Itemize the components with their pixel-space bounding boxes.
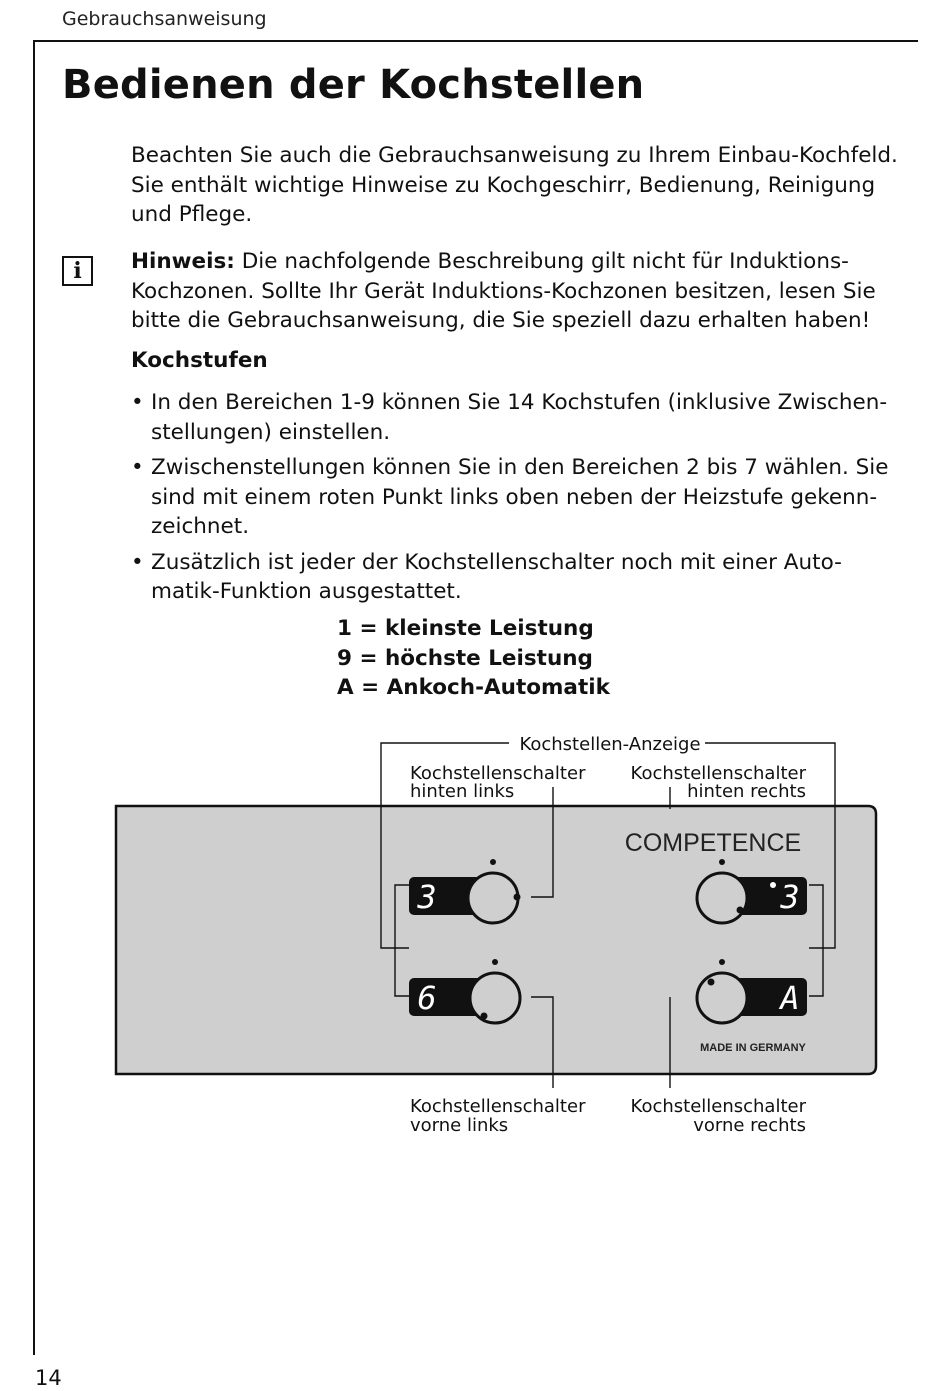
knob-front-left bbox=[470, 973, 520, 1023]
knob-back-right-label: hinten rechts bbox=[687, 781, 806, 802]
knob-front-right-marker bbox=[708, 979, 715, 986]
knob-back-right bbox=[697, 873, 747, 923]
made-in-label: MADE IN GERMANY bbox=[700, 1042, 806, 1054]
knob-back-left-label: hinten links bbox=[410, 781, 515, 802]
knob-front-right-label: vorne rechts bbox=[693, 1115, 806, 1136]
knob-back-left bbox=[468, 873, 518, 923]
knob-back-right-zero-dot bbox=[719, 859, 725, 865]
legend-line: 1 = kleinste Leistung bbox=[337, 616, 594, 641]
display-digit: 3 bbox=[417, 878, 437, 916]
knob-front-right bbox=[697, 973, 747, 1023]
hint-line: Kochzonen. Sollte Ihr Gerät Induktions-Kochzonen besitzen, lesen Sie bbox=[131, 278, 876, 304]
legend-line: 9 = höchste Leistung bbox=[337, 645, 593, 671]
list-item-line: In den Bereichen 1-9 können Sie 14 Kochstufen (inklusive Zwischen- bbox=[151, 390, 888, 415]
knob-front-left-label: Kochstellenschalter bbox=[410, 1096, 586, 1117]
brand-logo: COMPETENCE bbox=[624, 829, 802, 857]
list-item-line: Zusätzlich ist jeder der Kochstellenschalter noch mit einer Auto- bbox=[151, 549, 842, 575]
knob-front-left-label: vorne links bbox=[410, 1115, 509, 1136]
section-heading: Kochstufen bbox=[131, 348, 268, 373]
knob-back-right-label: Kochstellenschalter bbox=[630, 763, 806, 784]
knob-front-right-zero-dot bbox=[719, 959, 725, 965]
knob-front-left-zero-dot bbox=[492, 959, 498, 965]
list-item-line: Zwischenstellungen können Sie in den Bereichen 2 bis 7 wählen. Sie bbox=[151, 455, 889, 480]
display-digit: 3 bbox=[780, 878, 800, 916]
list-item-line: matik-Funktion ausgestattet. bbox=[151, 579, 462, 604]
list-item-line: stellungen) einstellen. bbox=[151, 419, 391, 445]
knob-front-left-marker bbox=[481, 1013, 488, 1020]
knob-back-left-label: Kochstellenschalter bbox=[410, 763, 586, 784]
page-title: Bedienen der Kochstellen bbox=[62, 62, 645, 108]
display-digit: 6 bbox=[417, 979, 437, 1017]
hint-line: Die nachfolgende Beschreibung gilt nicht für Induktions- bbox=[234, 249, 849, 274]
intro-line: Beachten Sie auch die Gebrauchsanweisung zu Ihrem Einbau-Kochfeld. bbox=[131, 143, 898, 168]
list-item-line: zeichnet. bbox=[151, 514, 250, 539]
knob-back-right-marker bbox=[737, 907, 744, 914]
knob-back-left-marker bbox=[514, 894, 521, 901]
display-label: Kochstellen-Anzeige bbox=[519, 734, 701, 755]
hint-label: Hinweis: bbox=[131, 249, 235, 274]
hint-line: bitte die Gebrauchsanweisung, die Sie speziell dazu erhalten haben! bbox=[131, 308, 871, 333]
intro-line: Sie enthält wichtige Hinweise zu Kochgeschirr, Bedienung, Reinigung bbox=[131, 172, 876, 198]
knob-front-right-label: Kochstellenschalter bbox=[630, 1096, 806, 1117]
knob-back-left-zero-dot bbox=[490, 859, 496, 865]
intro-line: und Pflege. bbox=[131, 202, 253, 227]
display-digit: A bbox=[780, 979, 800, 1017]
bullet-dot: • bbox=[131, 549, 144, 575]
page-number: 14 bbox=[35, 1366, 62, 1390]
bullet-dot: • bbox=[131, 390, 144, 415]
info-icon: i bbox=[62, 256, 93, 286]
running-header: Gebrauchsanweisung bbox=[62, 8, 267, 30]
intermediate-dot bbox=[770, 882, 776, 888]
legend-line: A = Ankoch-Automatik bbox=[337, 675, 610, 700]
list-item-line: sind mit einem roten Punkt links oben neben der Heizstufe gekenn- bbox=[151, 484, 878, 510]
bullet-dot: • bbox=[131, 455, 144, 480]
